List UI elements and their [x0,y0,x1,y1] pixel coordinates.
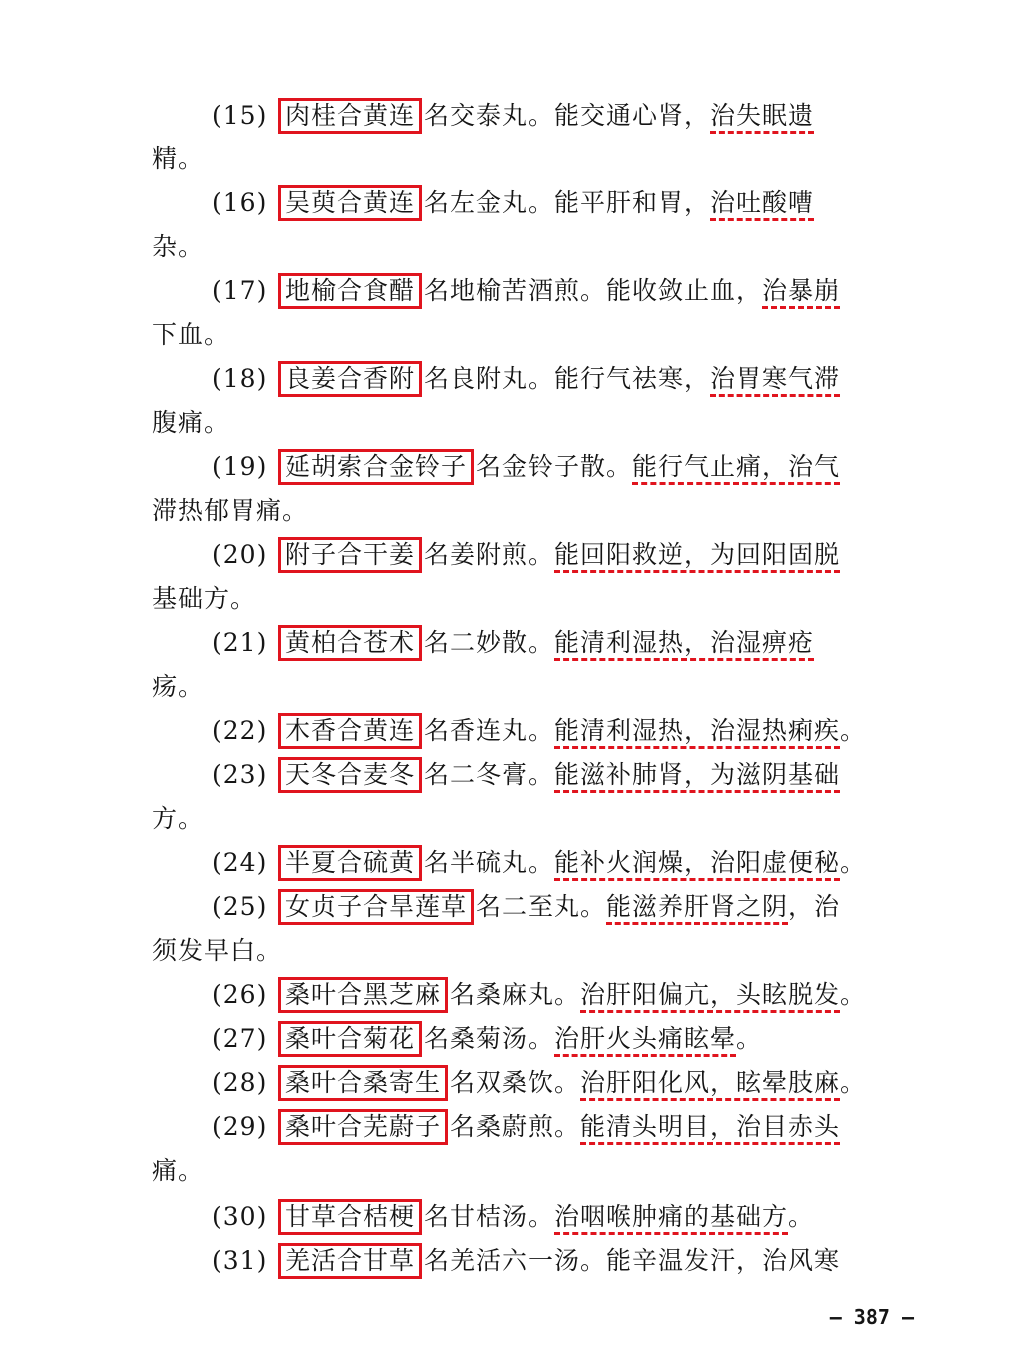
entry-number: (26) [212,980,268,1009]
entry-25-continued: 须发早白。 [152,936,283,965]
indication-underline: 能清头明目，治目赤头 [580,1112,840,1145]
entry-17-continued: 下血。 [152,320,231,349]
entry-23 [212,757,840,793]
herb-pair-box: 延胡索合金铃子 [278,449,474,485]
entry-29-continued: 痛。 [152,1156,205,1185]
entry-28 [212,1065,866,1101]
entry-text: 名交泰丸。能交通心肾， [424,101,711,130]
indication-underline: 治胃寒气滞 [710,364,840,397]
entry-21 [212,625,814,661]
entry-text: 名左金丸。能平肝和胃， [424,188,711,217]
herb-pair-box: 半夏合硫黄 [278,845,422,881]
entry-text: 名香连丸。 [424,716,555,745]
entry-number: (18) [212,364,268,393]
entry-text: 名二妙散。 [424,628,555,657]
entry-text-end: 。 [840,716,867,745]
herb-pair-box: 天冬合麦冬 [278,757,422,793]
entry-text: 名双桑饮。 [450,1068,581,1097]
entry-15-continued: 精。 [152,144,205,173]
indication-underline: 治肝阳化风，眩晕肢麻 [580,1068,840,1101]
entry-number: (31) [212,1246,268,1275]
entry-18 [212,361,840,397]
page-number: — 387 — [829,1305,914,1329]
entry-27 [212,1021,762,1057]
entry-number: (20) [212,540,268,569]
entry-number: (22) [212,716,268,745]
herb-pair-box: 肉桂合黄连 [278,98,422,134]
entry-26 [212,977,866,1013]
entry-text: 名甘桔汤。 [424,1202,555,1231]
indication-underline: 能滋补肺肾，为滋阴基础 [554,760,840,793]
indication-underline: 治吐酸嘈 [710,188,814,221]
herb-pair-box: 桑叶合黑芝麻 [278,977,448,1013]
entry-text: 名姜附煎。 [424,540,555,569]
entry-15 [212,98,814,134]
entry-20-continued: 基础方。 [152,584,257,613]
indication-underline: 能清利湿热，治湿痹疮 [554,628,814,661]
herb-pair-box: 女贞子合旱莲草 [278,889,474,925]
entry-text: 名半硫丸。 [424,848,555,877]
entry-number: (28) [212,1068,268,1097]
indication-underline: 能滋养肝肾之阴 [606,892,788,925]
herb-pair-box: 吴萸合黄连 [278,185,422,221]
entry-number: (15) [212,101,268,130]
indication-underline: 治暴崩 [762,276,840,309]
indication-underline: 治肝火头痛眩晕 [554,1024,736,1057]
entry-23-continued: 方。 [152,804,205,833]
entry-number: (29) [212,1112,268,1141]
indication-underline: 能清利湿热，治湿热痢疾 [554,716,840,749]
entry-text: 名二冬膏。 [424,760,555,789]
entry-text: 名桑蔚煎。 [450,1112,581,1141]
indication-underline: 能回阳救逆，为回阳固脱 [554,540,840,573]
entry-19 [212,449,840,485]
entry-number: (17) [212,276,268,305]
entry-text-end: 。 [840,980,867,1009]
herb-pair-box: 良姜合香附 [278,361,422,397]
entry-text-end: 。 [788,1202,815,1231]
entry-text-end: ，治 [788,892,841,921]
entry-20 [212,537,840,573]
herb-pair-box: 桑叶合芜蔚子 [278,1109,448,1145]
entry-text: 名桑菊汤。 [424,1024,555,1053]
entry-number: (25) [212,892,268,921]
entry-text: 名良附丸。能行气祛寒， [424,364,711,393]
entry-29 [212,1109,840,1145]
entry-number: (23) [212,760,268,789]
entry-17 [212,273,840,309]
entry-22 [212,713,866,749]
herb-pair-box: 甘草合桔梗 [278,1199,422,1235]
herb-pair-box: 黄柏合苍术 [278,625,422,661]
entry-text: 名二至丸。 [476,892,607,921]
entry-number: (16) [212,188,268,217]
entry-text-end: 。 [840,848,867,877]
entry-18-continued: 腹痛。 [152,408,231,437]
entry-21-continued: 疡。 [152,672,205,701]
entry-text: 名地榆苦酒煎。能收敛止血， [424,276,763,305]
entry-16-continued: 杂。 [152,232,205,261]
entry-number: (27) [212,1024,268,1053]
entry-text: 名桑麻丸。 [450,980,581,1009]
entry-number: (24) [212,848,268,877]
herb-pair-box: 桑叶合桑寄生 [278,1065,448,1101]
entry-16 [212,185,814,221]
entry-31 [212,1243,840,1279]
indication-underline: 治失眠遗 [710,101,814,134]
herb-pair-box: 附子合干姜 [278,537,422,573]
herb-pair-box: 桑叶合菊花 [278,1021,422,1057]
entry-text-end: 。 [736,1024,763,1053]
indication-underline: 治肝阳偏亢，头眩脱发 [580,980,840,1013]
entry-24 [212,845,866,881]
entry-text: 名金铃子散。 [476,452,633,481]
herb-pair-box: 地榆合食醋 [278,273,422,309]
indication-underline: 治咽喉肿痛的基础方 [554,1202,788,1235]
entry-19-continued: 滞热郁胃痛。 [152,496,309,525]
indication-underline: 能行气止痛，治气 [632,452,840,485]
entry-30 [212,1199,814,1235]
entry-number: (30) [212,1202,268,1231]
indication-underline: 能补火润燥，治阳虚便秘 [554,848,840,881]
herb-pair-box: 羌活合甘草 [278,1243,422,1279]
herb-pair-box: 木香合黄连 [278,713,422,749]
entry-number: (21) [212,628,268,657]
entry-25 [212,889,840,925]
entry-text-end: 。 [840,1068,867,1097]
entry-text: 名羌活六一汤。能辛温发汗，治风寒 [424,1246,841,1275]
entry-number: (19) [212,452,268,481]
